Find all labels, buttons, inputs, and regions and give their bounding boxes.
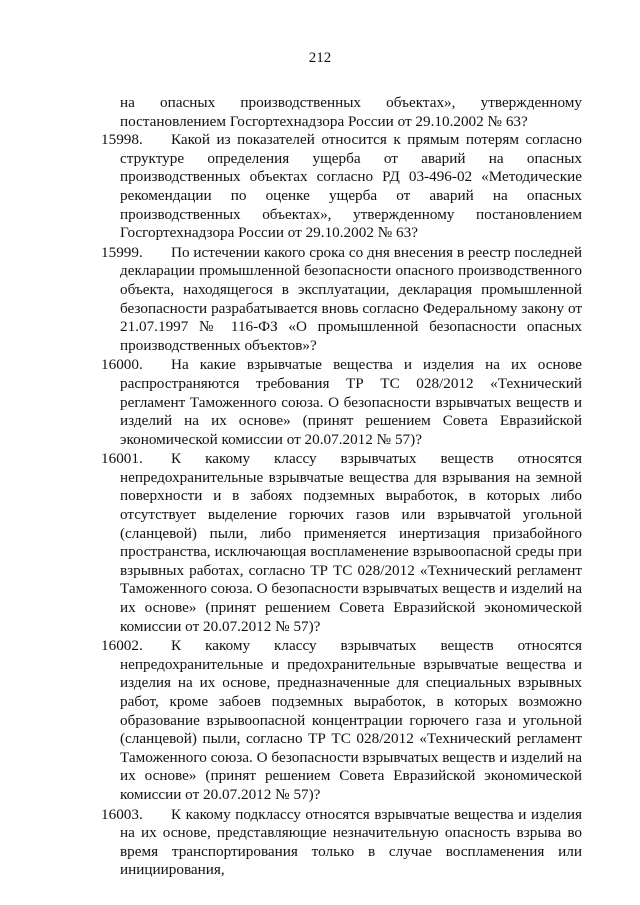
question-number: 16003. [101,805,143,823]
question-number: 16001. [101,450,143,468]
continuation-paragraph: на опасных производственных объектах», утвержденному постановлением Госгортехнадзора России от 29.10.2002 № 63? [120,94,582,130]
page-number: 212 [308,50,332,66]
question-16002 [101,637,582,804]
question-16003 [101,806,582,880]
question-number: 16002. [101,637,143,655]
question-text: На какие взрывчатые вещества и изделия на их основе распространяются требования ТР ТС 028/2012 «Технический регламент Таможенного союза. О безопасности взрывчатых веществ и изделий на их основе» (принят решением Совета Евразийской экономической комиссии от 20.07.2012 № 57)? [120,356,582,448]
document-body [101,94,582,881]
question-text: К какому классу взрывчатых веществ относятся непредохранительные и предохранительные взрывчатые вещества и изделия на их основе, предназначенные для специальных взрывных работ, кроме забоев подземных выработок, в которых возможно образование взрывоопасной концентрации горючего газа и угольной (сланцевой) пыли, согласно ТР ТС 028/2012 «Технический регламент Таможенного союза. О безопасности взрывчатых веществ и изделий на их основе» (принят решением Совета Евразийской экономической комиссии от 20.07.2012 № 57)? [120,637,582,803]
question-text: К какому классу взрывчатых веществ относятся непредохранительные взрывчатые вещества для взрывания на земной поверхности и в забоях подземных выработок, в которых либо отсутствует выделение горючих газов или взрывчатой угольной (сланцевой) пыли, либо применяется инертизация призабойного пространства, исключающая воспламенение взрывоопасной среды при взрывных работах, согласно ТР ТС 028/2012 «Технический регламент Таможенного союза. О безопасности взрывчатых веществ и изделий на их основе» (принят решением Совета Евразийской экономической комиссии от 20.07.2012 № 57)? [120,450,582,635]
question-number: 15998. [101,131,143,149]
question-number: 15999. [101,243,143,261]
question-text: Какой из показателей относится к прямым потерям согласно структуре определения ущерба от аварий на опасных производственных объектах согласно РД 03-496-02 «Методические рекомендации по оценке ущерба от аварий на опасных производственных объектах», утвержденному постановлением Госгортехнадзора России от 29.10.2002 № 63? [120,131,582,242]
question-15998 [101,131,582,243]
question-15999 [101,244,582,356]
question-number: 16000. [101,356,143,374]
question-16000 [101,356,582,449]
question-16001 [101,450,582,636]
question-text: По истечении какого срока со дня внесения в реестр последней декларации промышленной безопасности опасного производственного объекта, находящегося в эксплуатации, декларация промышленной безопасности разрабатывается вновь согласно Федеральному закону от 21.07.1997 № 116-ФЗ «О промышленной безопасности опасных производственных объектов»? [120,243,582,354]
question-text: К какому подклассу относятся взрывчатые вещества и изделия на их основе, представляющие незначительную опасность взрыва во время транспортирования только в случае воспламенения или инициирования, [120,805,582,879]
